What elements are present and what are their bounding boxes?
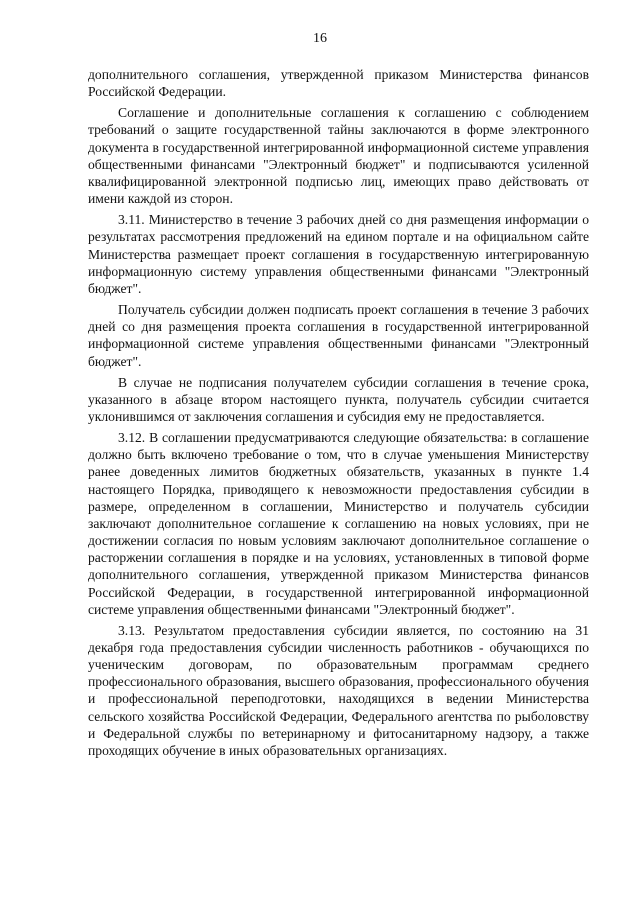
paragraph-recipient-signing: Получатель субсидии должен подписать проект соглашения в течение 3 рабочих дней со дня размещения проекта соглашения в государственной интегрированной информационной системе управления общественными финансами "Электронный бюджет". [88, 302, 589, 369]
document-body [88, 66, 589, 763]
paragraph-3-13: 3.13. Результатом предоставления субсидии является, по состоянию на 31 декабря года предоставления субсидии численность работников - обучающихся по ученическим договорам, по образовательным программам среднего профессионального образования, высшего образования, профессионального обучения и профессиональной переподготовки, находящихся в ведении Министерства сельского хозяйства Российской Федерации, Федерального агентства по рыболовству и Федеральной службы по ветеринарному и фитосанитарному надзору, а также проходящих обучение в иных образовательных организациях. [88, 622, 589, 758]
paragraph-3-12: 3.12. В соглашении предусматриваются следующие обязательства: в соглашение должно быть включено требование о том, что в случае уменьшения Министерству ранее доведенных лимитов бюджетных обязательств, указанных в пункте 1.4 настоящего Порядка, приводящего к невозможности предоставления субсидии в размере, определенном в соглашении, Министерство и получатель субсидии заключают дополнительное соглашение к соглашению на новых условиях, при не достижении согласия по новым условиям заключают дополнительное соглашение о расторжении соглашения в порядке и на условиях, установленных в типовой форме дополнительного соглашения, утвержденной приказом Министерства финансов Российской Федерации, в государственной интегрированной информационной системе управления общественными финансами "Электронный бюджет". [88, 430, 589, 617]
paragraph-non-signing: В случае не подписания получателем субсидии соглашения в течение срока, указанного в абзаце втором настоящего пункта, получатель субсидии считается уклонившимся от заключения соглашения и субсидия ему не предоставляется. [88, 374, 589, 424]
paragraph-3-11: 3.11. Министерство в течение 3 рабочих дней со дня размещения информации о результатах рассмотрения предложений на едином портале и на официальном сайте Министерства размещает проект соглашения в государственную интегрированную информационную систему управления общественными финансами "Электронный бюджет". [88, 212, 589, 296]
page-number: 16 [313, 31, 327, 46]
paragraph-continuation: дополнительного соглашения, утвержденной приказом Министерства финансов Российской Федерации. [88, 67, 589, 100]
paragraph-signing-format: Соглашение и дополнительные соглашения к соглашению с соблюдением требований о защите государственной тайны заключаются в форме электронного документа в государственной интегрированной информационной системе управления общественными финансами "Электронный бюджет" и подписываются усиленной квалифицированной электронной подписью лиц, имеющих право действовать от имени каждой из сторон. [88, 105, 589, 207]
